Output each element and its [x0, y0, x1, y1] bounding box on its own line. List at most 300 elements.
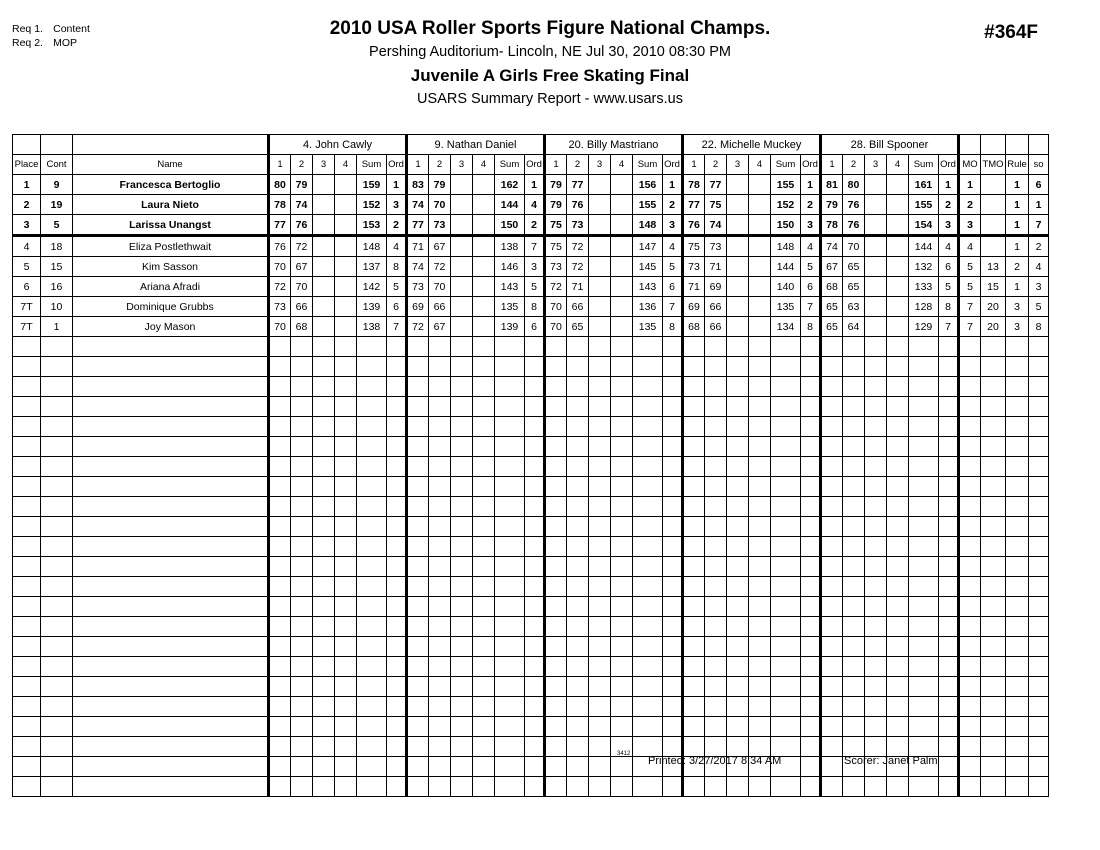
cell-ord-j2 [525, 337, 545, 357]
scorer-name: Scorer: Janet Palm [844, 755, 938, 767]
table-row-empty[interactable] [13, 717, 1049, 737]
cell-sum-j1 [357, 457, 387, 477]
cell-sum-j2 [495, 477, 525, 497]
cell-sum-j4 [771, 457, 801, 477]
cell-score-j4-3 [727, 597, 749, 617]
cell-score-j4-3 [727, 377, 749, 397]
cell-score-j4-1 [683, 537, 705, 557]
cell-score-j5-2 [843, 617, 865, 637]
cell-ord-j4 [801, 537, 821, 557]
cell-cont: 5 [41, 215, 73, 236]
cell-ord-j2 [525, 397, 545, 417]
cell-ord-j1 [387, 517, 407, 537]
cell-ord-j5 [939, 537, 959, 557]
cell-sum-j1 [357, 617, 387, 637]
cell-mo [959, 617, 981, 637]
cell-score-j3-1 [545, 437, 567, 457]
table-row-empty[interactable] [13, 497, 1049, 517]
cell-score-j2-1 [407, 757, 429, 777]
cell-score-j1-4 [335, 617, 357, 637]
col-head-cont: Cont [41, 155, 73, 175]
cell-score-j2-2 [429, 737, 451, 757]
cell-score-j2-2 [429, 677, 451, 697]
judge-number: 22. [701, 138, 717, 151]
cell-ord-j1 [387, 697, 407, 717]
cell-score-j2-3 [451, 377, 473, 397]
cell-score-j1-3 [313, 537, 335, 557]
cell-score-j1-2 [291, 617, 313, 637]
cell-ord-j5 [939, 577, 959, 597]
cell-rule [1006, 597, 1029, 617]
col-head-score-4-2: 2 [705, 155, 727, 175]
cell-score-j2-4 [473, 397, 495, 417]
cell-score-j1-1 [269, 777, 291, 797]
cell-score-j2-1 [407, 477, 429, 497]
cell-score-j2-4 [473, 697, 495, 717]
cell-place: 3 [13, 215, 41, 236]
cell-ord-j1: 7 [387, 317, 407, 337]
cell-sum-j5 [909, 537, 939, 557]
cell-score-j1-2: 68 [291, 317, 313, 337]
cell-score-j1-4 [335, 277, 357, 297]
cell-ord-j5 [939, 737, 959, 757]
cell-sum-j3 [633, 337, 663, 357]
cell-place [13, 457, 41, 477]
cell-name [73, 737, 269, 757]
table-row-empty[interactable] [13, 577, 1049, 597]
cell-score-j5-1 [821, 437, 843, 457]
cell-mo [959, 497, 981, 517]
cell-ord-j4: 4 [801, 236, 821, 257]
table-row-empty[interactable] [13, 737, 1049, 757]
table-row-empty[interactable] [13, 517, 1049, 537]
col-head-so: so [1029, 155, 1049, 175]
cell-score-j5-4 [887, 597, 909, 617]
cell-cont [41, 437, 73, 457]
cell-score-j2-3 [451, 617, 473, 637]
cell-ord-j5 [939, 657, 959, 677]
cell-score-j5-4 [887, 236, 909, 257]
cell-score-j1-1 [269, 637, 291, 657]
cell-rule [1006, 517, 1029, 537]
cell-score-j2-1 [407, 637, 429, 657]
cell-score-j3-1 [545, 677, 567, 697]
table-row-empty[interactable] [13, 457, 1049, 477]
cell-name [73, 557, 269, 577]
cell-score-j3-2: 72 [567, 257, 589, 277]
cell-score-j5-3 [865, 617, 887, 637]
judge-header-4 [683, 135, 821, 155]
cell-score-j3-2 [567, 637, 589, 657]
cell-score-j1-4 [335, 175, 357, 195]
table-row[interactable] [13, 175, 1049, 195]
column-header-row [13, 155, 1049, 175]
cell-ord-j4 [801, 517, 821, 537]
table-row-empty[interactable] [13, 557, 1049, 577]
cell-score-j5-1: 81 [821, 175, 843, 195]
cell-so [1029, 657, 1049, 677]
cell-ord-j3 [663, 497, 683, 517]
cell-score-j1-3 [313, 236, 335, 257]
cell-sum-j2 [495, 637, 525, 657]
cell-score-j1-1 [269, 437, 291, 457]
cell-so [1029, 477, 1049, 497]
cell-sum-j3 [633, 617, 663, 637]
cell-sum-j3: 135 [633, 317, 663, 337]
cell-score-j1-3 [313, 297, 335, 317]
cell-place [13, 717, 41, 737]
cell-ord-j5: 6 [939, 257, 959, 277]
cell-score-j2-1 [407, 617, 429, 637]
table-row-empty[interactable] [13, 437, 1049, 457]
table-row-empty[interactable] [13, 777, 1049, 797]
cell-ord-j5: 2 [939, 195, 959, 215]
cell-score-j2-1: 72 [407, 317, 429, 337]
spacer-cell [73, 135, 269, 155]
cell-name: Laura Nieto [73, 195, 269, 215]
cell-sum-j2 [495, 577, 525, 597]
cell-score-j5-1 [821, 557, 843, 577]
col-head-score-4-4: 4 [749, 155, 771, 175]
cell-score-j5-4 [887, 215, 909, 236]
table-row-empty[interactable] [13, 337, 1049, 357]
cell-score-j5-3 [865, 677, 887, 697]
col-head-sum-3: Sum [633, 155, 663, 175]
cell-score-j3-4 [611, 397, 633, 417]
cell-so [1029, 637, 1049, 657]
judge-header-5 [821, 135, 959, 155]
cell-score-j3-1 [545, 757, 567, 777]
cell-score-j5-4 [887, 195, 909, 215]
cell-ord-j1: 8 [387, 257, 407, 277]
cell-sum-j1: 139 [357, 297, 387, 317]
cell-score-j5-3 [865, 777, 887, 797]
cell-name [73, 397, 269, 417]
cell-sum-j4: 150 [771, 215, 801, 236]
cell-score-j1-3 [313, 697, 335, 717]
col-head-mo: MO [959, 155, 981, 175]
table-row-empty[interactable] [13, 697, 1049, 717]
cell-score-j5-4 [887, 477, 909, 497]
table-row-empty[interactable] [13, 677, 1049, 697]
table-row-empty[interactable] [13, 417, 1049, 437]
cell-score-j4-3 [727, 537, 749, 557]
table-row-empty[interactable] [13, 357, 1049, 377]
cell-sum-j2: 144 [495, 195, 525, 215]
cell-score-j2-2 [429, 637, 451, 657]
cell-score-j3-2 [567, 537, 589, 557]
cell-sum-j2 [495, 717, 525, 737]
cell-ord-j2: 8 [525, 297, 545, 317]
cell-score-j5-4 [887, 317, 909, 337]
col-head-sum-5: Sum [909, 155, 939, 175]
cell-so [1029, 617, 1049, 637]
cell-ord-j5 [939, 617, 959, 637]
cell-mo [959, 517, 981, 537]
cell-place [13, 577, 41, 597]
cell-sum-j1: 153 [357, 215, 387, 236]
cell-score-j4-1: 78 [683, 175, 705, 195]
cell-score-j4-3 [727, 317, 749, 337]
cell-score-j4-2: 69 [705, 277, 727, 297]
cell-score-j2-3 [451, 277, 473, 297]
cell-score-j1-2: 76 [291, 215, 313, 236]
cell-score-j3-2 [567, 777, 589, 797]
cell-score-j4-1 [683, 457, 705, 477]
cell-score-j2-1 [407, 417, 429, 437]
cell-score-j5-2 [843, 337, 865, 357]
cell-score-j2-1 [407, 677, 429, 697]
judge-number: 20. [568, 138, 584, 151]
cell-score-j4-1 [683, 377, 705, 397]
table-row[interactable] [13, 236, 1049, 257]
cell-score-j3-1 [545, 477, 567, 497]
cell-score-j3-4 [611, 417, 633, 437]
table-row-empty[interactable] [13, 537, 1049, 557]
cell-mo [959, 477, 981, 497]
cell-score-j4-1 [683, 717, 705, 737]
cell-score-j2-1 [407, 737, 429, 757]
cell-score-j4-1 [683, 657, 705, 677]
cell-score-j1-3 [313, 777, 335, 797]
cell-score-j3-2: 65 [567, 317, 589, 337]
cell-score-j5-3 [865, 397, 887, 417]
cell-ord-j4: 8 [801, 317, 821, 337]
cell-ord-j5 [939, 557, 959, 577]
cell-score-j3-1: 79 [545, 175, 567, 195]
cell-ord-j2 [525, 377, 545, 397]
cell-score-j1-4 [335, 377, 357, 397]
cell-score-j4-1 [683, 617, 705, 637]
cell-place [13, 657, 41, 677]
cell-ord-j1 [387, 397, 407, 417]
cell-ord-j2: 3 [525, 257, 545, 277]
cell-sum-j4 [771, 357, 801, 377]
cell-score-j1-3 [313, 417, 335, 437]
cell-score-j5-2: 65 [843, 257, 865, 277]
cell-so [1029, 737, 1049, 757]
cell-score-j1-2 [291, 357, 313, 377]
table-row-empty[interactable] [13, 397, 1049, 417]
cell-score-j4-4 [749, 557, 771, 577]
cell-score-j3-2 [567, 757, 589, 777]
table-row[interactable] [13, 215, 1049, 236]
cell-score-j1-3 [313, 195, 335, 215]
cell-sum-j2 [495, 517, 525, 537]
table-row-empty[interactable] [13, 377, 1049, 397]
table-row-empty[interactable] [13, 657, 1049, 677]
cell-place [13, 537, 41, 557]
cell-score-j5-2 [843, 777, 865, 797]
table-row[interactable] [13, 297, 1049, 317]
cell-place [13, 557, 41, 577]
cell-score-j3-1 [545, 577, 567, 597]
cell-score-j4-1: 75 [683, 236, 705, 257]
cell-score-j2-3 [451, 297, 473, 317]
cell-score-j4-1 [683, 557, 705, 577]
cell-score-j2-4 [473, 257, 495, 277]
cell-score-j5-1 [821, 397, 843, 417]
cell-score-j5-3 [865, 497, 887, 517]
cell-ord-j2 [525, 577, 545, 597]
cell-score-j1-4 [335, 477, 357, 497]
cell-score-j2-4 [473, 215, 495, 236]
cell-score-j5-1: 78 [821, 215, 843, 236]
results-table [12, 134, 1049, 797]
cell-score-j2-2: 66 [429, 297, 451, 317]
table-row[interactable] [13, 195, 1049, 215]
cell-score-j3-3 [589, 677, 611, 697]
cell-score-j3-3 [589, 617, 611, 637]
cell-rule: 1 [1006, 236, 1029, 257]
table-row[interactable] [13, 317, 1049, 337]
cell-sum-j1 [357, 597, 387, 617]
table-row[interactable] [13, 257, 1049, 277]
cell-score-j1-3 [313, 397, 335, 417]
cell-score-j2-3 [451, 517, 473, 537]
cell-cont [41, 517, 73, 537]
cell-rule [1006, 717, 1029, 737]
cell-ord-j3: 1 [663, 175, 683, 195]
cell-score-j2-1: 74 [407, 257, 429, 277]
cell-name [73, 577, 269, 597]
judge-header-1 [269, 135, 407, 155]
cell-score-j1-1 [269, 477, 291, 497]
cell-name [73, 717, 269, 737]
cell-score-j1-3 [313, 257, 335, 277]
cell-score-j5-4 [887, 297, 909, 317]
cell-score-j5-2 [843, 377, 865, 397]
cell-score-j1-2: 72 [291, 236, 313, 257]
cell-ord-j2: 1 [525, 175, 545, 195]
col-head-rule: Rule [1006, 155, 1029, 175]
cell-ord-j4 [801, 697, 821, 717]
cell-score-j2-2: 72 [429, 257, 451, 277]
cell-cont: 18 [41, 236, 73, 257]
cell-score-j1-2 [291, 457, 313, 477]
cell-score-j2-2 [429, 437, 451, 457]
cell-ord-j2 [525, 497, 545, 517]
cell-mo: 4 [959, 236, 981, 257]
table-row-empty[interactable] [13, 477, 1049, 497]
cell-score-j4-4 [749, 477, 771, 497]
cell-ord-j1 [387, 717, 407, 737]
cell-ord-j2: 4 [525, 195, 545, 215]
cell-ord-j3 [663, 737, 683, 757]
cell-so [1029, 577, 1049, 597]
cell-mo [959, 637, 981, 657]
cell-score-j4-2 [705, 677, 727, 697]
cell-score-j2-1: 83 [407, 175, 429, 195]
cell-rule: 3 [1006, 317, 1029, 337]
cell-score-j2-4 [473, 517, 495, 537]
cell-mo [959, 717, 981, 737]
cell-score-j4-2 [705, 737, 727, 757]
cell-cont [41, 577, 73, 597]
cell-score-j5-1: 74 [821, 236, 843, 257]
cell-sum-j2: 143 [495, 277, 525, 297]
cell-ord-j5 [939, 637, 959, 657]
cell-ord-j1 [387, 597, 407, 617]
cell-ord-j4 [801, 377, 821, 397]
table-row-empty[interactable] [13, 637, 1049, 657]
col-head-score-1-3: 3 [313, 155, 335, 175]
cell-score-j3-2: 73 [567, 215, 589, 236]
cell-score-j2-2 [429, 717, 451, 737]
cell-score-j5-1 [821, 517, 843, 537]
col-head-ord-5: Ord [939, 155, 959, 175]
cell-score-j1-2 [291, 417, 313, 437]
cell-score-j2-3 [451, 677, 473, 697]
page-title: 2010 USA Roller Sports Figure National Champs. [329, 18, 771, 39]
cell-score-j1-1 [269, 557, 291, 577]
cell-score-j1-3 [313, 757, 335, 777]
cell-score-j3-4 [611, 557, 633, 577]
judge-number: 9. [434, 138, 444, 151]
cell-score-j4-2 [705, 697, 727, 717]
cell-score-j1-4 [335, 517, 357, 537]
cell-mo [959, 337, 981, 357]
cell-mo [959, 577, 981, 597]
judge-name: Bill Spooner [869, 138, 929, 151]
cell-sum-j1 [357, 577, 387, 597]
cell-rule [1006, 397, 1029, 417]
cell-ord-j3 [663, 477, 683, 497]
cell-score-j1-4 [335, 597, 357, 617]
cell-score-j4-1: 77 [683, 195, 705, 215]
cell-score-j4-3 [727, 677, 749, 697]
cell-score-j2-4 [473, 175, 495, 195]
cell-score-j5-1 [821, 477, 843, 497]
cell-score-j1-3 [313, 737, 335, 757]
cell-score-j5-1 [821, 677, 843, 697]
cell-ord-j3 [663, 777, 683, 797]
cell-score-j4-3 [727, 517, 749, 537]
cell-score-j1-4 [335, 577, 357, 597]
cell-score-j1-2 [291, 657, 313, 677]
cell-score-j2-2: 70 [429, 277, 451, 297]
cell-so: 5 [1029, 297, 1049, 317]
cell-score-j3-3 [589, 277, 611, 297]
cell-score-j2-2 [429, 697, 451, 717]
cell-sum-j4 [771, 377, 801, 397]
cell-score-j2-2 [429, 777, 451, 797]
cell-score-j3-4 [611, 577, 633, 597]
cell-score-j1-2 [291, 537, 313, 557]
cell-score-j2-2 [429, 597, 451, 617]
cell-ord-j5 [939, 757, 959, 777]
table-row-empty[interactable] [13, 617, 1049, 637]
cell-score-j5-4 [887, 337, 909, 357]
cell-score-j2-3 [451, 195, 473, 215]
cell-cont [41, 757, 73, 777]
cell-score-j2-1 [407, 437, 429, 457]
cell-score-j4-4 [749, 737, 771, 757]
report-header [0, 18, 1100, 107]
cell-score-j2-1: 77 [407, 215, 429, 236]
cell-score-j3-1 [545, 357, 567, 377]
cell-sum-j4 [771, 397, 801, 417]
cell-score-j3-2: 66 [567, 297, 589, 317]
cell-so [1029, 417, 1049, 437]
table-row[interactable] [13, 277, 1049, 297]
results-body [13, 175, 1049, 797]
cell-score-j5-2 [843, 697, 865, 717]
cell-score-j4-4 [749, 397, 771, 417]
table-row-empty[interactable] [13, 597, 1049, 617]
cell-tmo [981, 215, 1006, 236]
cell-score-j3-2 [567, 577, 589, 597]
